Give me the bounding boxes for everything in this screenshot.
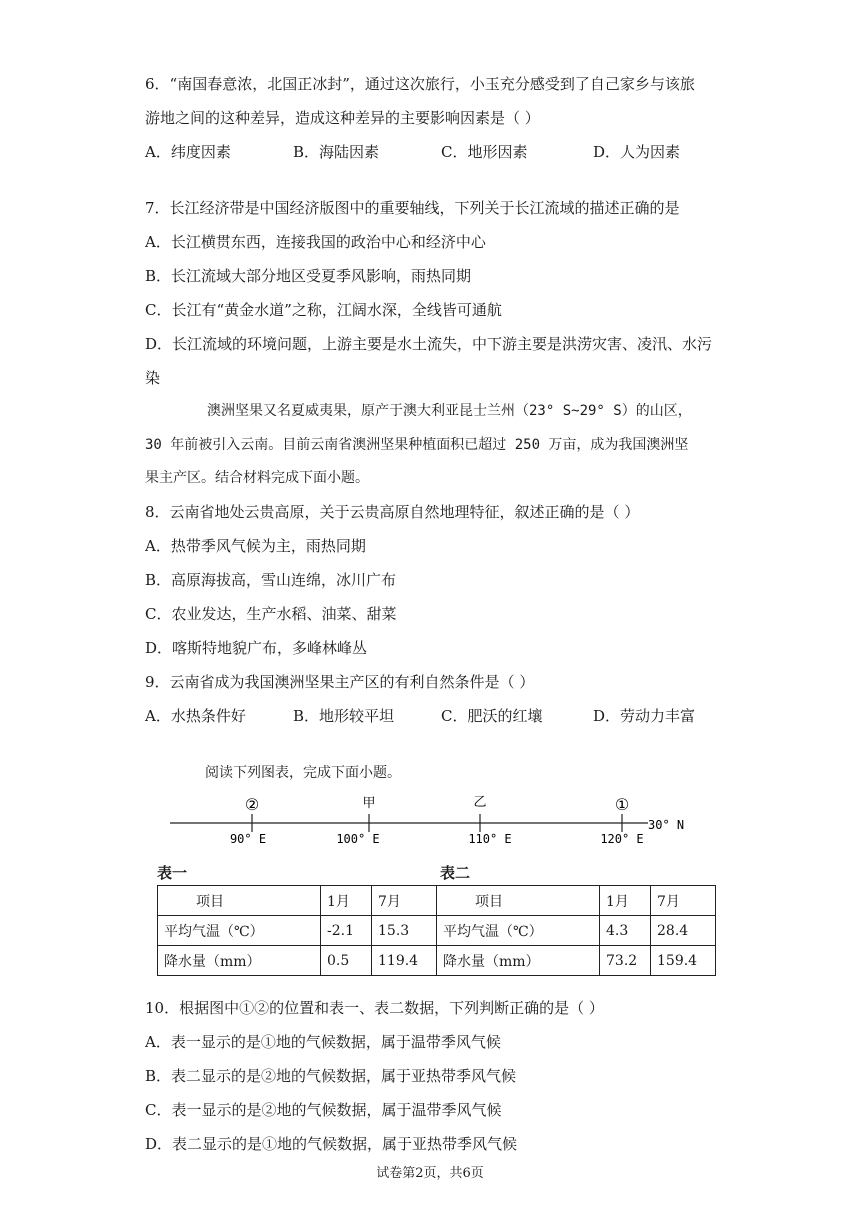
table-cell: 平均气温（℃）	[437, 916, 600, 946]
table-row	[437, 946, 716, 976]
table-header-cell: 7月	[651, 886, 716, 916]
table1	[157, 885, 437, 976]
tick-label-120e: 120° E	[600, 832, 644, 846]
table-row	[158, 916, 437, 946]
q9-option-c: C．肥沃的红壤	[441, 707, 543, 725]
q8-option-b: B．高原海拔高，雪山连绵，冰川广布	[145, 571, 397, 589]
table1-caption: 表一	[157, 864, 188, 882]
table-row	[437, 916, 716, 946]
q8-option-c: C．农业发达，生产水稻、油菜、甜菜	[145, 605, 397, 623]
table-row	[437, 886, 716, 916]
marker-1: ①	[614, 795, 630, 814]
marker-2: ②	[244, 795, 260, 814]
q8-option-a: A．热带季风气候为主，雨热同期	[145, 537, 366, 555]
table-cell: 73.2	[600, 946, 651, 976]
material-line1: 澳洲坚果又名夏威夷果，原产于澳大利亚昆士兰州（23° S~29° S）的山区，	[207, 403, 692, 419]
q6-option-b: B．海陆因素	[293, 143, 380, 161]
table2	[436, 885, 716, 976]
q10-option-b: B．表二显示的是②地的气候数据，属于亚热带季风气候	[145, 1067, 517, 1085]
table-header-cell: 项目	[437, 886, 600, 916]
table-cell: 4.3	[600, 916, 651, 946]
table-header-cell: 项目	[158, 886, 321, 916]
latitude-label: 30° N	[648, 818, 685, 832]
page-footer: 试卷第2页，共6页	[376, 1166, 484, 1181]
table-cell: 15.3	[372, 916, 437, 946]
q9-option-d: D．劳动力丰富	[593, 707, 696, 725]
table-cell: 159.4	[651, 946, 716, 976]
table-cell: -2.1	[321, 916, 372, 946]
table-cell: 119.4	[372, 946, 437, 976]
marker-yi: 乙	[473, 795, 487, 810]
table-header-cell: 1月	[321, 886, 372, 916]
marker-jia: 甲	[362, 796, 376, 811]
material-line3: 果主产区。结合材料完成下面小题。	[145, 470, 369, 486]
q6-stem-line1: 6．“南国春意浓，北国正冰封”，通过这次旅行，小玉充分感受到了自己家乡与该旅	[145, 75, 695, 93]
table-cell: 28.4	[651, 916, 716, 946]
q6-option-a: A．纬度因素	[145, 143, 231, 161]
table-cell: 降水量（mm）	[437, 946, 600, 976]
q7-option-a: A．长江横贯东西，连接我国的政治中心和经济中心	[145, 233, 486, 251]
tick-label-110e: 110° E	[468, 832, 512, 846]
table-row	[158, 886, 437, 916]
q6-option-c: C．地形因素	[441, 143, 528, 161]
table-cell: 降水量（mm）	[158, 946, 321, 976]
q10-option-c: C．表一显示的是②地的气候数据，属于温带季风气候	[145, 1101, 502, 1119]
q6-option-d: D．人为因素	[593, 143, 681, 161]
q7-option-d-continued: 染	[145, 369, 161, 387]
table-header-cell: 7月	[372, 886, 437, 916]
q9-option-a: A．水热条件好	[145, 707, 246, 725]
q10-option-a: A．表一显示的是①地的气候数据，属于温带季风气候	[145, 1033, 501, 1051]
table-cell: 0.5	[321, 946, 372, 976]
table-cell: 平均气温（℃）	[158, 916, 321, 946]
tick-label-90e: 90° E	[229, 832, 267, 846]
material-line2: 30 年前被引入云南。目前云南省澳洲坚果种植面积已超过 250 万亩，成为我国澳洲坚	[145, 437, 689, 453]
q8-option-d: D．喀斯特地貌广布，多峰林峰丛	[145, 639, 368, 657]
q7-option-c: C．长江有“黄金水道”之称，江阔水深，全线皆可通航	[145, 301, 502, 319]
q6-stem-line2: 游地之间的这种差异，造成这种差异的主要影响因素是（ ）	[145, 109, 540, 127]
table-row	[158, 946, 437, 976]
table-header-cell: 1月	[600, 886, 651, 916]
read-instruction: 阅读下列图表，完成下面小题。	[205, 765, 401, 781]
q9-stem: 9．云南省成为我国澳洲坚果主产区的有利自然条件是（ ）	[145, 673, 535, 691]
tick-label-100e: 100° E	[336, 832, 380, 846]
table2-caption: 表二	[440, 864, 471, 882]
q7-option-d: D．长江流域的环境问题，上游主要是水土流失，中下游主要是洪涝灾害、凌汛、水污	[145, 335, 713, 353]
q9-option-b: B．地形较平坦	[293, 707, 395, 725]
longitude-diagram	[160, 790, 720, 860]
q7-option-b: B．长江流域大部分地区受夏季风影响，雨热同期	[145, 267, 472, 285]
q10-option-d: D．表二显示的是①地的气候数据，属于亚热带季风气候	[145, 1135, 518, 1153]
q8-stem: 8．云南省地处云贵高原，关于云贵高原自然地理特征，叙述正确的是（ ）	[145, 503, 640, 521]
q7-stem: 7．长江经济带是中国经济版图中的重要轴线，下列关于长江流域的描述正确的是	[145, 199, 680, 217]
q10-stem: 10．根据图中①②的位置和表一、表二数据，下列判断正确的是（ ）	[145, 999, 604, 1017]
